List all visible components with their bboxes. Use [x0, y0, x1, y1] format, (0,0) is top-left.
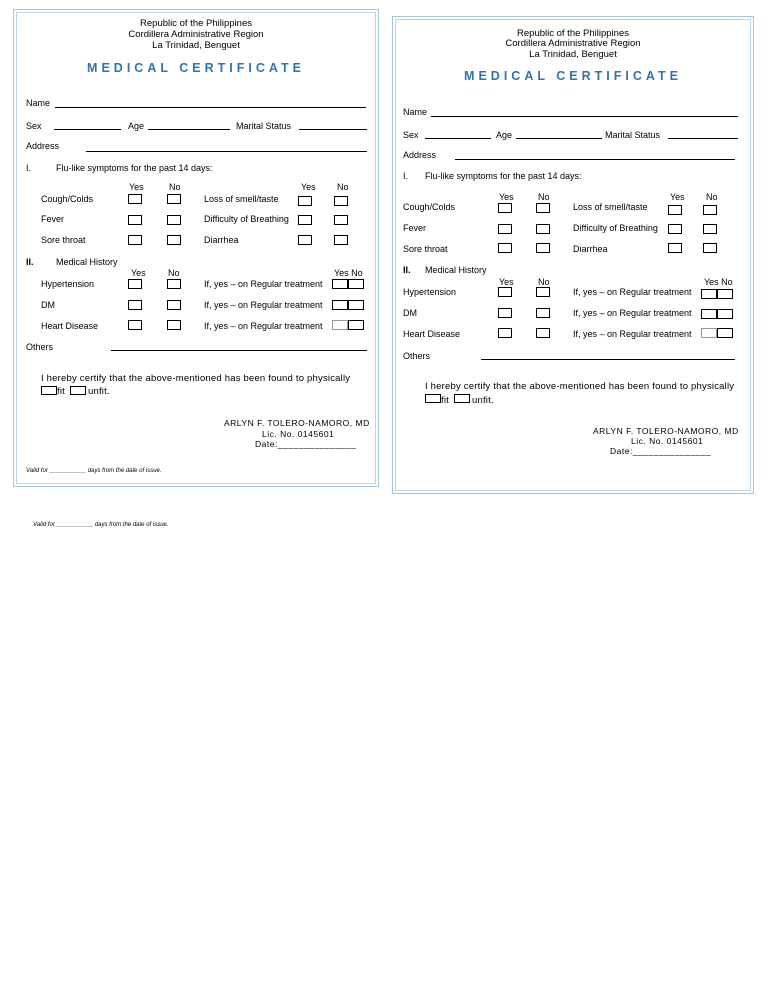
- hypertension-yes-checkbox[interactable]: [128, 279, 142, 289]
- treatment-label: If, yes – on Regular treatment: [573, 329, 692, 339]
- section1-number: I.: [403, 171, 409, 181]
- header-location: La Trinidad, Benguet: [529, 49, 617, 60]
- symptom-label: Sore throat: [41, 235, 86, 245]
- date-field[interactable]: Date:_______________: [255, 439, 357, 449]
- symptom-label: Loss of smell/taste: [204, 194, 279, 204]
- certificate-title: MEDICAL CERTIFICATE: [87, 61, 305, 75]
- history-label: Heart Disease: [403, 329, 461, 339]
- fit-checkbox[interactable]: [425, 394, 441, 403]
- smell-no-checkbox[interactable]: [334, 196, 348, 206]
- physician-name: ARLYN F. TOLERO-NAMORO, MD: [224, 418, 370, 428]
- cough-no-checkbox[interactable]: [536, 203, 550, 213]
- fever-yes-checkbox[interactable]: [128, 215, 142, 225]
- symptom-label: Loss of smell/taste: [573, 202, 648, 212]
- diarrhea-no-checkbox[interactable]: [334, 235, 348, 245]
- medical-certificate-right: [392, 16, 754, 494]
- validity-note-outside: Valid for ___________ days from the date of issue.: [33, 522, 169, 528]
- age-label: Age: [128, 121, 145, 131]
- smell-no-checkbox[interactable]: [703, 205, 717, 215]
- header-region: Cordillera Administrative Region: [505, 38, 641, 49]
- heart-treatment-yes-checkbox[interactable]: [332, 320, 348, 330]
- sex-label: Sex: [403, 130, 419, 140]
- marital-status-label: Marital Status: [605, 130, 661, 140]
- name-field[interactable]: [55, 107, 366, 108]
- hypertension-treatment-yes-checkbox[interactable]: [701, 289, 717, 299]
- dm-no-checkbox[interactable]: [167, 300, 181, 310]
- yes-no-header: Yes No: [334, 268, 363, 278]
- history-label: DM: [403, 308, 417, 318]
- yes-header: Yes: [131, 268, 146, 278]
- hypertension-no-checkbox[interactable]: [536, 287, 550, 297]
- section2-number: II.: [403, 265, 411, 275]
- cough-no-checkbox[interactable]: [167, 194, 181, 204]
- certificate-title: MEDICAL CERTIFICATE: [464, 69, 682, 83]
- dm-no-checkbox[interactable]: [536, 308, 550, 318]
- diarrhea-yes-checkbox[interactable]: [298, 235, 312, 245]
- no-header: No: [538, 277, 550, 287]
- symptom-label: Cough/Colds: [403, 202, 456, 212]
- symptom-label: Cough/Colds: [41, 194, 94, 204]
- hypertension-treatment-no-checkbox[interactable]: [717, 289, 733, 299]
- section2-title: Medical History: [56, 257, 118, 267]
- dm-treatment-yes-checkbox[interactable]: [701, 309, 717, 319]
- unfit-label: unfit.: [472, 395, 494, 406]
- license-number: Lic. No. 0145601: [631, 436, 704, 446]
- header-region: Cordillera Administrative Region: [128, 29, 264, 40]
- history-label: DM: [41, 300, 55, 310]
- dm-yes-checkbox[interactable]: [128, 300, 142, 310]
- heart-treatment-no-checkbox[interactable]: [348, 320, 364, 330]
- section2-title: Medical History: [425, 265, 487, 275]
- treatment-label: If, yes – on Regular treatment: [573, 308, 692, 318]
- throat-no-checkbox[interactable]: [167, 235, 181, 245]
- unfit-checkbox[interactable]: [454, 394, 470, 403]
- cough-yes-checkbox[interactable]: [498, 203, 512, 213]
- history-label: Hypertension: [403, 287, 457, 297]
- symptom-label: Fever: [403, 223, 427, 233]
- marital-status-field[interactable]: [668, 138, 738, 139]
- no-header: No: [169, 182, 181, 192]
- fever-yes-checkbox[interactable]: [498, 224, 512, 234]
- yes-header: Yes: [670, 192, 685, 202]
- history-label: Heart Disease: [41, 321, 99, 331]
- symptom-label: Difficulty of Breathing: [573, 223, 658, 233]
- smell-yes-checkbox[interactable]: [298, 196, 312, 206]
- marital-status-label: Marital Status: [236, 121, 292, 131]
- header-location: La Trinidad, Benguet: [152, 40, 240, 51]
- heart-yes-checkbox[interactable]: [498, 328, 512, 338]
- yes-header: Yes: [499, 277, 514, 287]
- sex-field[interactable]: [54, 129, 121, 130]
- heart-yes-checkbox[interactable]: [128, 320, 142, 330]
- heart-treatment-no-checkbox[interactable]: [717, 328, 733, 338]
- address-field[interactable]: [455, 159, 735, 160]
- header-republic: Republic of the Philippines: [517, 28, 629, 39]
- treatment-label: If, yes – on Regular treatment: [204, 300, 323, 310]
- dm-treatment-no-checkbox[interactable]: [717, 309, 733, 319]
- heart-treatment-yes-checkbox[interactable]: [701, 328, 717, 338]
- heart-no-checkbox[interactable]: [536, 328, 550, 338]
- history-label: Hypertension: [41, 279, 95, 289]
- fit-checkbox[interactable]: [41, 386, 57, 395]
- breathing-yes-checkbox[interactable]: [298, 215, 312, 225]
- fit-label: fit: [57, 386, 65, 397]
- others-field[interactable]: [481, 359, 735, 360]
- certify-statement: I hereby certify that the above-mentioned has been found to physically: [41, 373, 351, 384]
- heart-no-checkbox[interactable]: [167, 320, 181, 330]
- fever-no-checkbox[interactable]: [536, 224, 550, 234]
- date-field[interactable]: Date:_______________: [610, 446, 712, 456]
- symptom-label: Diarrhea: [573, 244, 608, 254]
- section1-title: Flu-like symptoms for the past 14 days:: [56, 163, 213, 173]
- marital-status-field[interactable]: [299, 129, 367, 130]
- treatment-label: If, yes – on Regular treatment: [204, 279, 323, 289]
- diarrhea-no-checkbox[interactable]: [703, 243, 717, 253]
- dm-treatment-no-checkbox[interactable]: [348, 300, 364, 310]
- no-header: No: [337, 182, 349, 192]
- treatment-label: If, yes – on Regular treatment: [573, 287, 692, 297]
- symptom-label: Diarrhea: [204, 235, 239, 245]
- treatment-label: If, yes – on Regular treatment: [204, 321, 323, 331]
- throat-yes-checkbox[interactable]: [498, 243, 512, 253]
- physician-name: ARLYN F. TOLERO-NAMORO, MD: [593, 426, 739, 436]
- breathing-no-checkbox[interactable]: [703, 224, 717, 234]
- hypertension-no-checkbox[interactable]: [167, 279, 181, 289]
- throat-yes-checkbox[interactable]: [128, 235, 142, 245]
- dm-yes-checkbox[interactable]: [498, 308, 512, 318]
- unfit-checkbox[interactable]: [70, 386, 86, 395]
- address-field[interactable]: [86, 151, 367, 152]
- section1-number: I.: [26, 163, 32, 173]
- yes-header: Yes: [499, 192, 514, 202]
- throat-no-checkbox[interactable]: [536, 243, 550, 253]
- header-republic: Republic of the Philippines: [140, 18, 252, 29]
- section1-title: Flu-like symptoms for the past 14 days:: [425, 171, 582, 181]
- smell-yes-checkbox[interactable]: [668, 205, 682, 215]
- no-header: No: [706, 192, 718, 202]
- sex-label: Sex: [26, 121, 42, 131]
- yes-no-header: Yes No: [704, 277, 733, 287]
- license-number: Lic. No. 0145601: [262, 429, 335, 439]
- hypertension-treatment-no-checkbox[interactable]: [348, 279, 364, 289]
- dm-treatment-yes-checkbox[interactable]: [332, 300, 348, 310]
- name-label: Name: [403, 107, 428, 117]
- fever-no-checkbox[interactable]: [167, 215, 181, 225]
- age-label: Age: [496, 130, 513, 140]
- name-field[interactable]: [431, 116, 738, 117]
- address-label: Address: [26, 141, 60, 151]
- breathing-yes-checkbox[interactable]: [668, 224, 682, 234]
- age-field[interactable]: [516, 138, 602, 139]
- others-label: Others: [26, 342, 54, 352]
- sex-field[interactable]: [425, 138, 491, 139]
- certify-statement: I hereby certify that the above-mentioned has been found to physically: [425, 381, 735, 392]
- no-header: No: [538, 192, 550, 202]
- fit-label: fit: [441, 395, 449, 406]
- others-label: Others: [403, 351, 431, 361]
- medical-certificate-left: [13, 9, 379, 487]
- others-field[interactable]: [111, 350, 367, 351]
- symptom-label: Fever: [41, 214, 65, 224]
- name-label: Name: [26, 98, 51, 108]
- validity-note: Valid for ___________ days from the date of issue.: [26, 468, 162, 474]
- yes-header: Yes: [129, 182, 144, 192]
- hypertension-yes-checkbox[interactable]: [498, 287, 512, 297]
- no-header: No: [168, 268, 180, 278]
- hypertension-treatment-yes-checkbox[interactable]: [332, 279, 348, 289]
- diarrhea-yes-checkbox[interactable]: [668, 243, 682, 253]
- symptom-label: Difficulty of Breathing: [204, 214, 289, 224]
- unfit-label: unfit.: [88, 386, 110, 397]
- cough-yes-checkbox[interactable]: [128, 194, 142, 204]
- age-field[interactable]: [148, 129, 230, 130]
- breathing-no-checkbox[interactable]: [334, 215, 348, 225]
- symptom-label: Sore throat: [403, 244, 448, 254]
- yes-header: Yes: [301, 182, 316, 192]
- section2-number: II.: [26, 257, 34, 267]
- address-label: Address: [403, 150, 437, 160]
